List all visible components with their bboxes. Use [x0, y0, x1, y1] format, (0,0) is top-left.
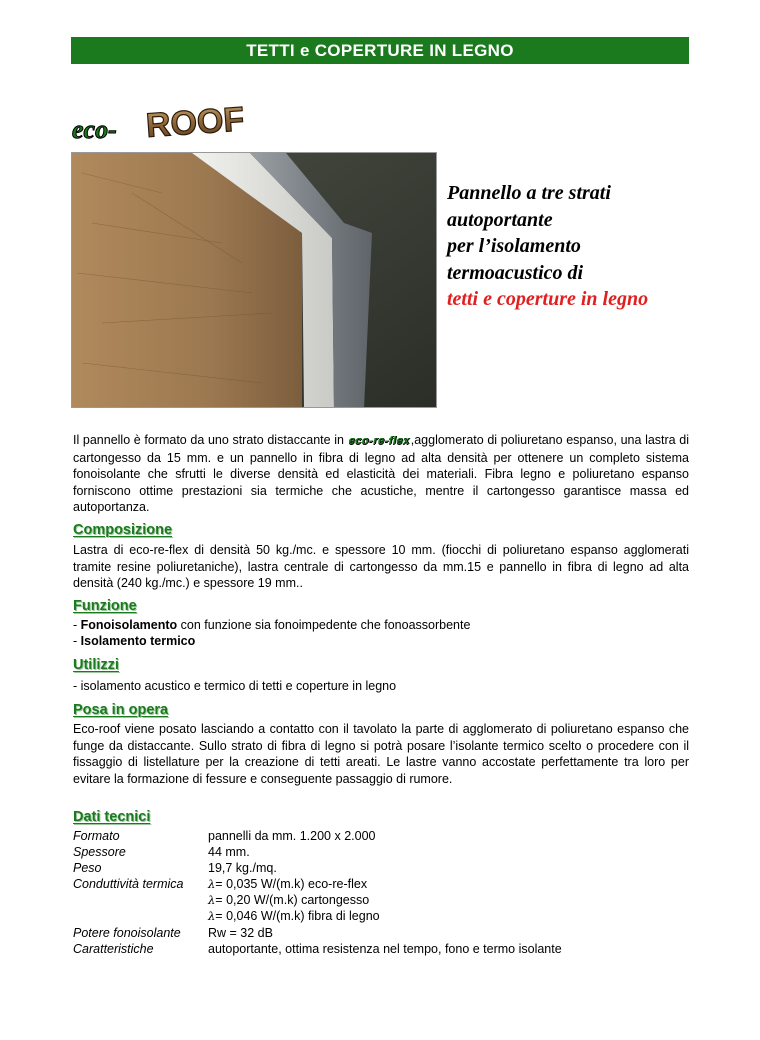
- page-title: TETTI e COPERTURE IN LEGNO: [71, 37, 689, 64]
- table-row: Caratteristiche autoportante, ottima resistenza nel tempo, fono e termo isolante: [73, 941, 562, 956]
- funzione-item: - Fonoisolamento con funzione sia fonoimpedente che fonoassorbente: [73, 618, 471, 632]
- headline: [447, 180, 737, 313]
- composizione-text: Lastra di eco-re-flex di densità 50 kg./mc. e spessore 10 mm. (fiocchi di poliuretano espanso agglomerati tramite resine poliuretaniche), lastra centrale di cartongesso da mm.15 e pannello in fibra di legno ad alta densità (240 kg./mc.) e spessore 19 mm..: [73, 543, 689, 591]
- section-title-funzione: Funzione: [73, 598, 137, 614]
- section-title-utilizzi: Utilizzi: [73, 657, 119, 673]
- headline-highlight: tetti e coperture in legno: [447, 288, 649, 310]
- table-row: Formato pannelli da mm. 1.200 x 2.000: [73, 829, 376, 843]
- table-row: Peso 19,7 kg./mq.: [73, 861, 277, 876]
- tech-data-table: [73, 828, 562, 957]
- section-title-composizione: Composizione: [73, 522, 173, 538]
- intro-paragraph: Il pannello è formato da uno strato distaccante in eco-re-flex,agglomerato di poliuretano espanso, una lastra di cartongesso da 15 mm. e un pannello in fibra di legno ad alta densità per ottenere un completo sistema fonoisolante che sfrutti le diverse densità ed elasticità dei materiali. Fibra legno e poliuretano espanso forniscono ottime prestazioni sia termiche che acustiche, mentre il cartongesso garantisce massa ed autoportanza.: [73, 433, 689, 515]
- table-row: Potere fonoisolante Rw = 32 dB: [73, 925, 273, 940]
- eco-re-flex-logo: eco-re-flex: [348, 435, 410, 447]
- headline-line: Pannello a tre strati: [447, 182, 611, 204]
- headline-line: termoacustico di: [447, 261, 584, 284]
- eco-roof-logo: [70, 98, 245, 144]
- posa-text: Eco-roof viene posato lasciando a contatto con il tavolato la parte di agglomerato di poliuretano espanso che funge da distaccante. Sullo strato di fibra di legno si potrà posare l’isolante termico scelto o procedere con il fissaggio di listellature per la creazione di tetti areati. Le lastre vanno accostate perfettamente tra loro per evitare la formazione di fessure e conseguente passaggio di rumore.: [73, 722, 689, 786]
- section-title-posa: Posa in opera: [73, 702, 169, 718]
- funzione-item: - Isolamento termico: [73, 634, 196, 648]
- logo-prefix: eco-: [72, 115, 117, 144]
- table-row: λ= 0,20 W/(m.k) cartongesso: [208, 893, 370, 908]
- lambda-symbol: λ: [208, 893, 216, 908]
- logo-word: ROOF: [144, 100, 245, 144]
- lambda-symbol: λ: [208, 909, 216, 924]
- table-row: λ= 0,046 W/(m.k) fibra di legno: [208, 909, 380, 924]
- headline-line: per l’isolamento: [447, 235, 581, 257]
- section-title-dati: Dati tecnici: [73, 809, 151, 825]
- table-row: Spessore 44 mm.: [73, 845, 250, 860]
- lambda-symbol: λ: [208, 877, 216, 892]
- headline-line: autoportante: [447, 208, 553, 231]
- product-photo: [71, 152, 437, 408]
- utilizzi-text: - isolamento acustico e termico di tetti e coperture in legno: [73, 679, 397, 693]
- table-row: Conduttività termica λ= 0,035 W/(m.k) eco-re-flex: [73, 877, 368, 892]
